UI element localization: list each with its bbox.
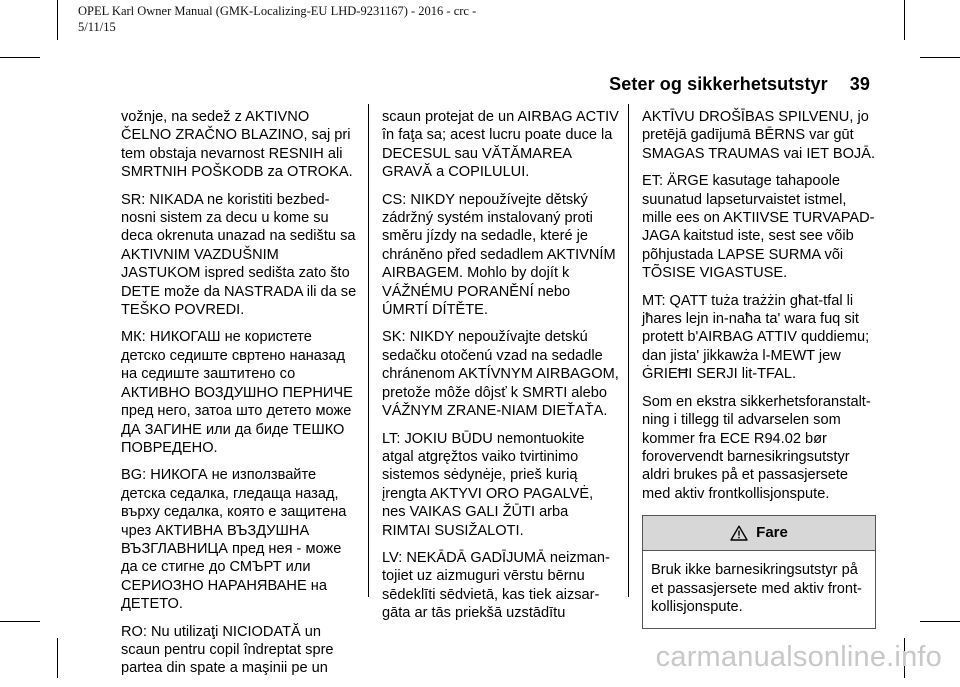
warning-body: Bruk ikke barnesikringsutstyr på et passasjersete med aktiv front-kollisjonspute. <box>651 562 862 615</box>
text-column-2 <box>382 108 620 632</box>
page-header <box>609 74 870 95</box>
column-divider <box>628 104 629 597</box>
crop-mark <box>920 57 960 58</box>
crop-mark <box>0 621 40 622</box>
paragraph: scaun protejat de un AIRBAG ACTIV în faţa sa; acest lucru poate duce la DECESUL sau VĂTĂMAREA GRAVĂ a COPILULUI. <box>382 109 619 181</box>
paragraph: ET: ÄRGE kasutage tahapoole suunatud lapseturvaistet istmel, mille ees on AKTIIVSE TURVAPAD-JAGA kaitstud iste, sest see võib põhjustada LAPSE SURMA või TÕSISE VIGASTUSE. <box>642 173 875 282</box>
crop-mark <box>904 0 905 40</box>
crop-mark <box>0 57 40 58</box>
doc-meta-line1: OPEL Karl Owner Manual (GMK-Localizing-EU LHD-9231167) - 2016 - crc - <box>78 4 477 18</box>
page-number: 39 <box>849 74 870 94</box>
warning-box <box>642 515 876 629</box>
crop-mark <box>920 621 960 622</box>
paragraph: CS: NIKDY nepoužívejte dětský zádržný systém instalovaný proti směru jízdy na sedadle, které je chráněno před sedadlem AKTIVNÍM AIRBAGEM. Mohlo by dojít k VÁŽNÉMU PORANĚNÍ nebo ÚMRTÍ DÍTĚTE. <box>382 191 616 319</box>
paragraph: MT: QATT tuża trażżin għat-tfal li jħares lejn in-naħa ta' wara fuq sit protett b'AIRBAG ATTIV quddiemu; dan jista' jikkawża l-MEWT jew ĠRIEĦI SERJI lit-TFAL. <box>642 292 870 383</box>
warning-header <box>643 516 875 551</box>
paragraph: Som en ekstra sikkerhetsforanstalt-ning i tillegg til advarselen som kommer fra ECE R94.02 bør forovervendt barnesikringsutstyr aldri brukes på et passasjersete med aktiv frontkollisjonspute. <box>642 393 871 502</box>
paragraph: LV: NEKĀDĀ GADĪJUMĀ neizman-tojiet uz aizmuguri vērstu bērnu sēdeklīti sēdvietā, kas tiek aizsar-gāta ar tās priekšā uzstādītu <box>382 549 610 622</box>
paragraph: SK: NIKDY nepoužívajte detskú sedačku otočenú vzad na sedadle chránenom AKTÍVNYM AIRBAGOM, pretože môže dôjsť k SMRTI alebo VÁŽNYM ZRANE-NIAM DIEŤAŤA. <box>382 329 619 420</box>
paragraph: vožnje, na sedež z AKTIVNO ČELNO ZRAČNO BLAZINO, saj pri tem obstaja nevarnost RESNIH ali SMRTNIH POŠKODB za OTROKA. <box>121 109 353 181</box>
paragraph: МК: НИКОГАШ не користете детско седиште свртено наназад на седиште заштитено со АКТИВНО ВОЗДУШНО ПЕРНИЧЕ пред него, затоа што детето може ДА ЗАГИНЕ или да биде ТЕШКО ПОВРЕДЕНО. <box>121 329 353 456</box>
paragraph: SR: NIKADA ne koristiti bezbed-nosni sistem za decu u kome su deca okrenuta unazad na sedištu sa AKTIVNIM VAZDUŠNIM JASTUKOM ispred sedišta zato što DETE može da NASTRADA ili da se TEŠKO POVREDI. <box>121 191 357 319</box>
warning-triangle-icon <box>730 525 748 541</box>
text-column-3 <box>642 108 876 629</box>
doc-meta-line2: 5/11/15 <box>78 20 116 34</box>
crop-mark <box>57 0 58 40</box>
paragraph: LT: JOKIU BŪDU nemontuokite atgal atgręžtos vaiko tvirtinimo sistemos sėdynėje, prieš kurią įrengta AKTYVI ORO PAGALVĖ, nes VAIKAS GALI ŽŪTI arba RIMTAI SUSIŽALOTI. <box>382 430 594 539</box>
column-divider <box>368 104 369 597</box>
section-title: Seter og sikkerhetsutstyr <box>609 74 828 94</box>
crop-mark <box>57 638 58 678</box>
watermark: carmanualsonline.info <box>655 641 942 673</box>
text-column-1 <box>121 108 359 687</box>
paragraph: RO: Nu utilizaţi NICIODATĂ un scaun pentru copil îndreptat spre partea din spate a maşinii pe un <box>121 623 334 677</box>
document-meta <box>78 3 548 35</box>
paragraph: BG: НИКОГА не използвайте детска седалка, гледаща назад, върху седалка, която е защитена чрез АКТИВНА ВЪЗДУШНА ВЪЗГЛАВНИЦА пред нея - може да се стигне до СМЪРТ или СЕРИОЗНО НАРАНЯВАНЕ на ДЕТЕТО. <box>121 467 347 613</box>
paragraph: AKTĪVU DROŠĪBAS SPILVENU, jo pretējā gadījumā BĒRNS var gūt SMAGAS TRAUMAS vai IET BOJĀ. <box>642 109 876 162</box>
warning-title: Fare <box>756 523 788 541</box>
